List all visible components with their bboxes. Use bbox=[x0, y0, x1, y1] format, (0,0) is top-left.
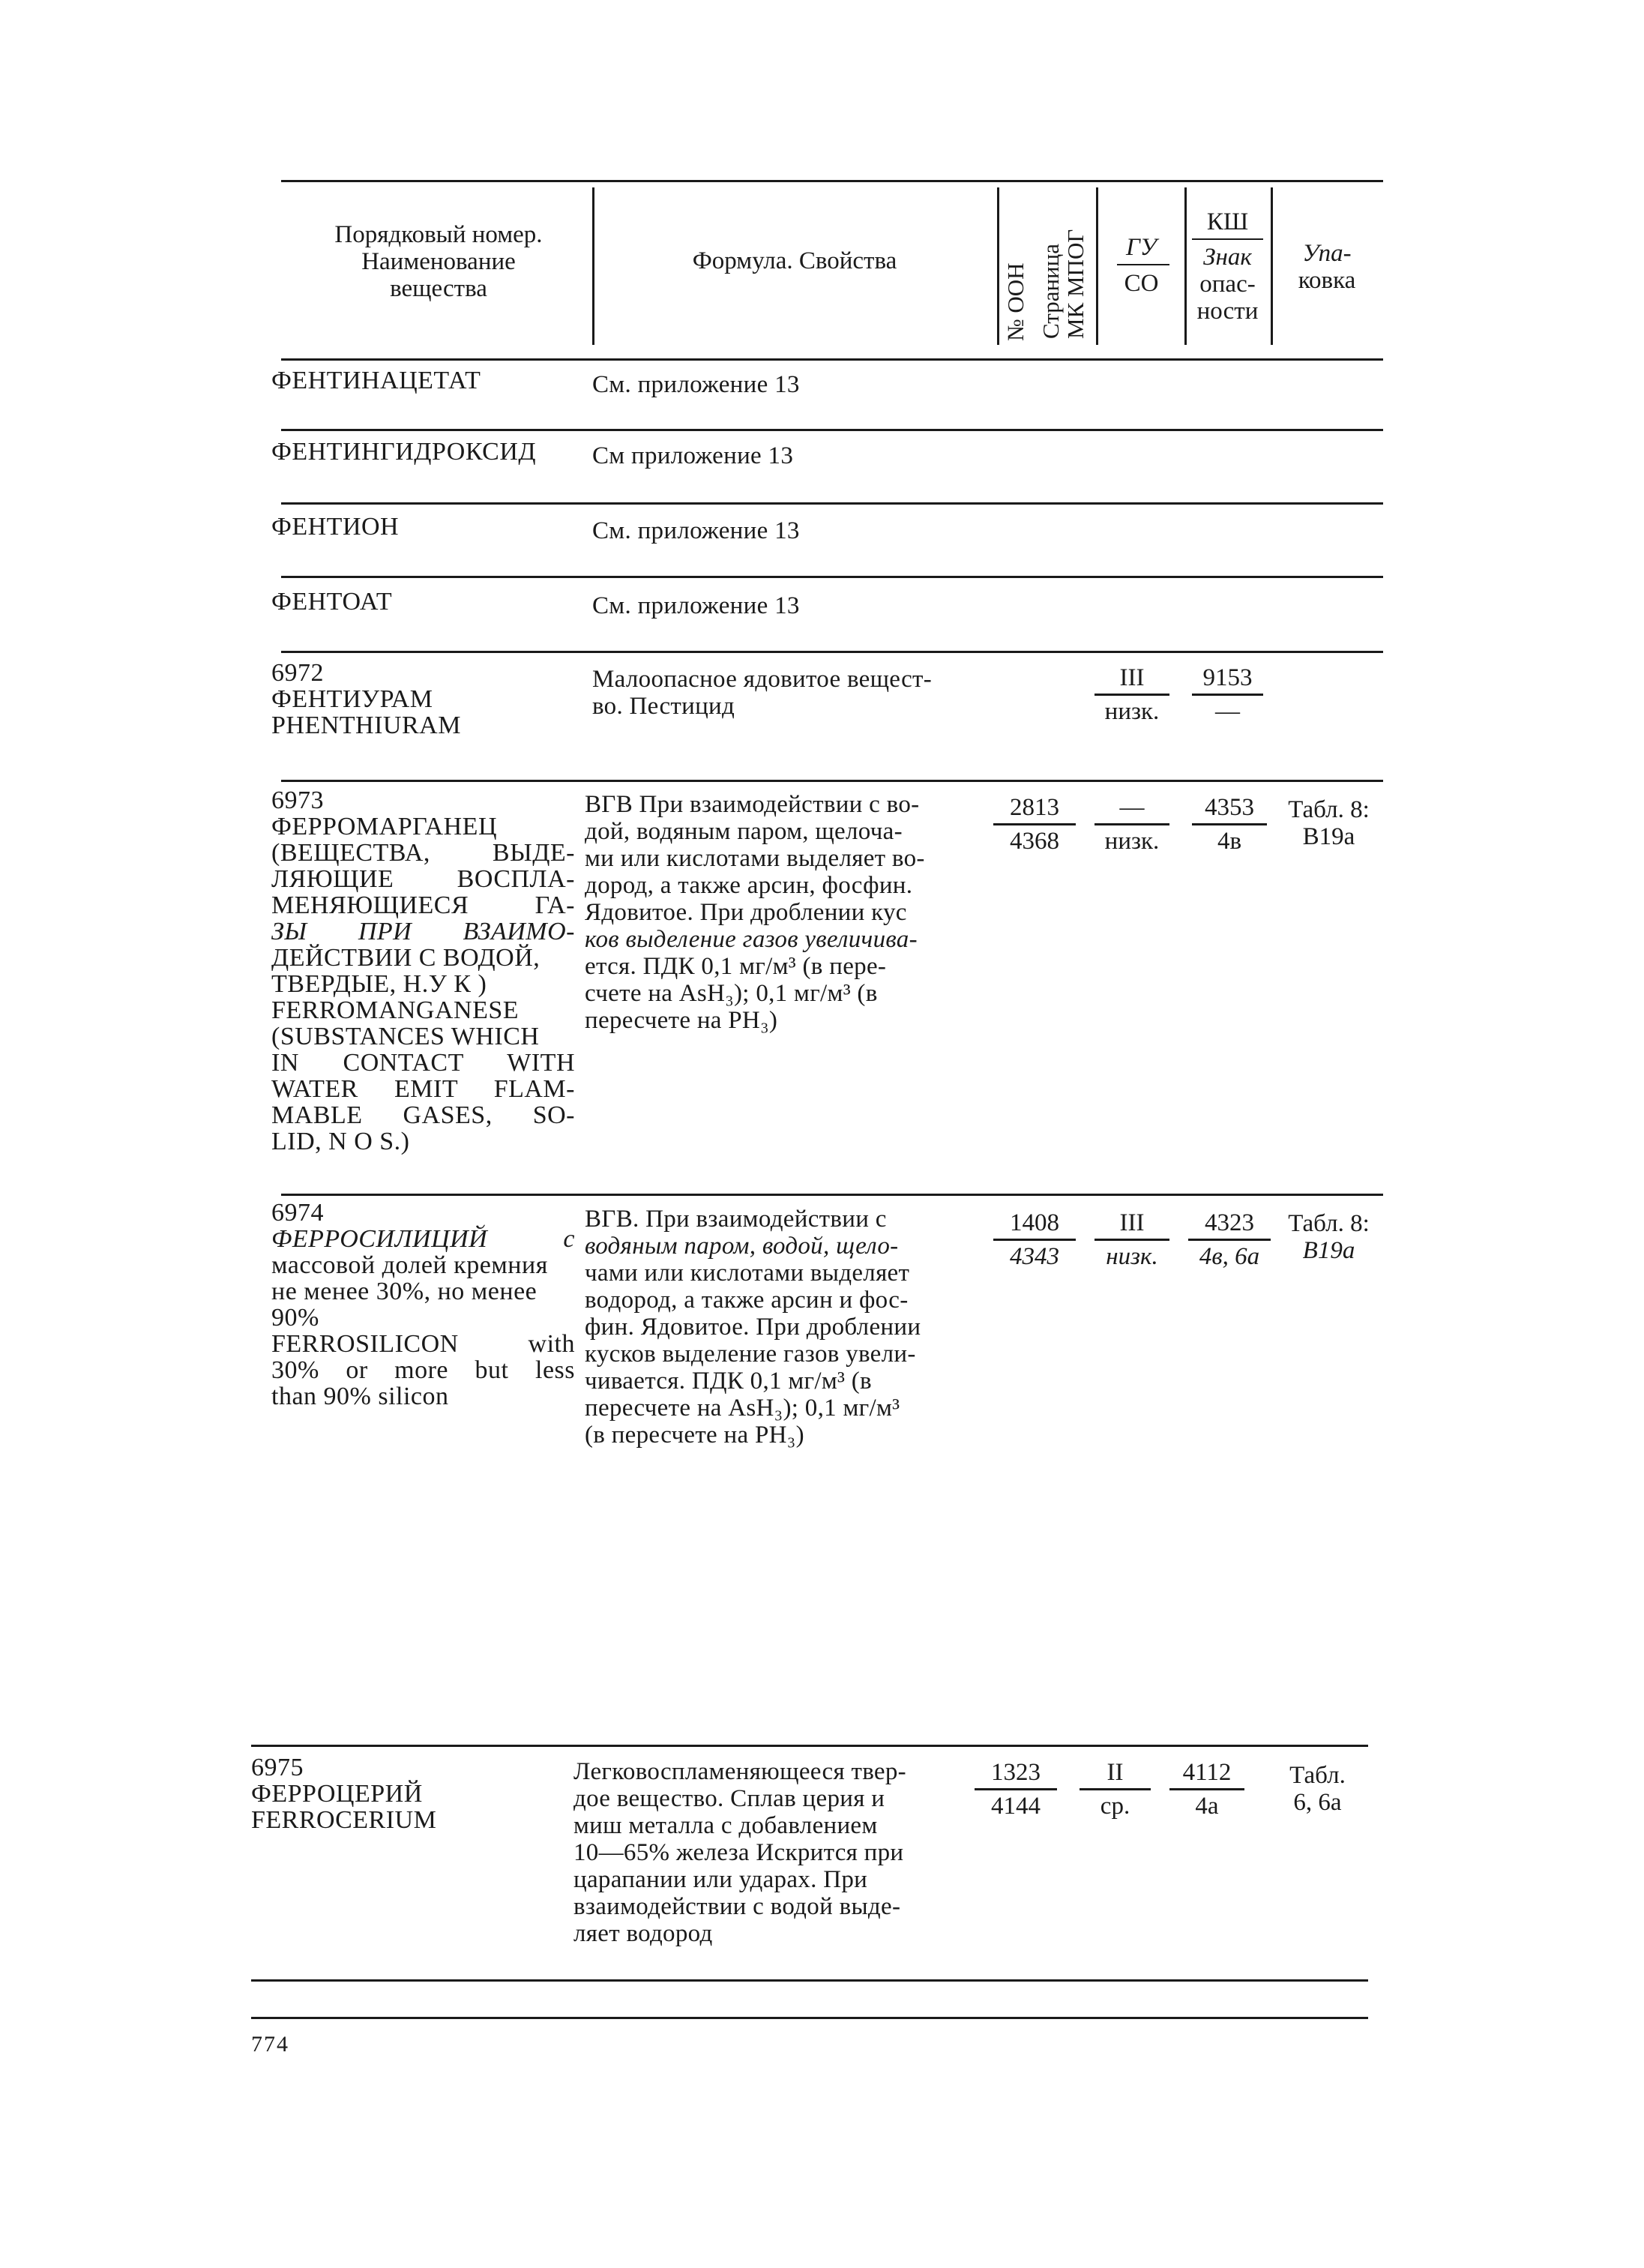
header-sign-line: опас- bbox=[1199, 271, 1256, 298]
entry-6974-text bbox=[585, 1206, 990, 1449]
page-number: 774 bbox=[251, 2032, 289, 2057]
text-line: дое вещество. Сплав церия и bbox=[573, 1785, 885, 1812]
co-value: ср. bbox=[1100, 1793, 1130, 1820]
pack-line: Табл. 8: bbox=[1288, 1210, 1370, 1237]
name-line: 30% or more but less bbox=[271, 1356, 575, 1384]
row-name: ФЕНТИНАЦЕТАТ bbox=[271, 367, 481, 394]
entry-6973-un-page bbox=[993, 793, 1076, 855]
row-rule bbox=[281, 780, 1383, 782]
header-name-column bbox=[296, 221, 581, 302]
name-line: FERROCERIUM bbox=[251, 1806, 437, 1834]
entry-6975-ksh-sign bbox=[1169, 1758, 1244, 1820]
text-line: Малоопасное ядовитое вещест- bbox=[592, 666, 933, 693]
entry-6973-text bbox=[585, 791, 990, 1034]
header-gu: ГУ bbox=[1126, 234, 1157, 261]
name-line: массовой долей кремния bbox=[271, 1251, 548, 1279]
co-value: низк. bbox=[1104, 698, 1160, 725]
name-line: ФЕРРОЦЕРИЙ bbox=[251, 1780, 423, 1808]
col-divider bbox=[592, 187, 594, 345]
col-divider bbox=[997, 187, 999, 345]
name-line: 6974 bbox=[271, 1199, 324, 1227]
text-line: Легковоспламеняющееся твер- bbox=[573, 1758, 906, 1785]
row-name: ФЕНТИНГИДРОКСИД bbox=[271, 438, 537, 466]
name-line: ФЕРРОМАРГАНЕЦ bbox=[271, 813, 497, 840]
ksh-value: 4353 bbox=[1192, 793, 1267, 825]
text-line: чами или кислотами выделяет bbox=[585, 1260, 910, 1287]
entry-6975-un-page bbox=[975, 1758, 1057, 1820]
pack-line: B19a bbox=[1302, 1237, 1355, 1264]
ksh-value: 4112 bbox=[1169, 1758, 1244, 1790]
entry-6974-un-page bbox=[993, 1209, 1076, 1271]
text-line: пересчете на PH₃) bbox=[585, 1007, 778, 1034]
name-line: (SUBSTANCES WHICH bbox=[271, 1023, 540, 1050]
row-rule bbox=[281, 429, 1383, 431]
header-ksh: КШ bbox=[1206, 208, 1249, 235]
name-line: ТВЕРДЫЕ, Н.У К ) bbox=[271, 970, 487, 998]
text-line: ВГВ При взаимодействии с во- bbox=[585, 791, 920, 818]
entry-6975-name bbox=[251, 1754, 551, 1833]
text-line: во. Пестицид bbox=[592, 693, 735, 720]
header-co: СО bbox=[1124, 270, 1159, 297]
text-line: ВГВ. При взаимодействии с bbox=[585, 1206, 887, 1233]
entry-6975-text bbox=[573, 1758, 982, 1947]
header-formula-column: Формула. Свойства bbox=[692, 247, 897, 274]
header-name-line: Порядковый номер. bbox=[334, 221, 543, 248]
bottom-rule bbox=[251, 2017, 1368, 2019]
header-sign-line: Знак bbox=[1203, 244, 1252, 271]
entry-6972-name bbox=[271, 660, 571, 739]
pack-line: 6, 6а bbox=[1293, 1789, 1342, 1816]
header-pack-line: Упа- bbox=[1302, 240, 1352, 267]
entry-6974-pack bbox=[1274, 1210, 1383, 1264]
name-line: WATER EMIT FLAM- bbox=[271, 1075, 575, 1103]
name-line: (ВЕЩЕСТВА, ВЫДЕ- bbox=[271, 839, 575, 867]
text-line: (в пересчете на PH₃) bbox=[585, 1422, 804, 1449]
text-line: 10—65% железа Искрится при bbox=[573, 1839, 904, 1866]
text-line: счете на AsH₃); 0,1 мг/м³ (в bbox=[585, 980, 878, 1007]
entry-6972-gu-co bbox=[1095, 664, 1169, 726]
name-line: 6975 bbox=[251, 1754, 304, 1781]
name-line: ЛЯЮЩИЕ ВОСПЛА- bbox=[271, 865, 575, 893]
un-number: 2813 bbox=[993, 793, 1076, 825]
ksh-value: 9153 bbox=[1192, 664, 1263, 696]
text-line: миш металла с добавлением bbox=[573, 1812, 878, 1839]
text-line: Ядовитое. При дроблении кус bbox=[585, 899, 907, 926]
name-line: ЗЫ ПРИ ВЗАИМО- bbox=[271, 918, 575, 945]
name-line: ФЕНТИУРАМ bbox=[271, 685, 433, 713]
entry-6975-pack bbox=[1267, 1762, 1368, 1816]
text-line: кусков выделение газов увели- bbox=[585, 1341, 916, 1368]
entry-6974-name bbox=[271, 1200, 575, 1410]
text-line: дой, водяным паром, щелоча- bbox=[585, 818, 903, 845]
name-line: 90% bbox=[271, 1304, 319, 1332]
sign-value: 4в bbox=[1217, 828, 1242, 855]
text-line: ков выделение газов увеличива- bbox=[585, 926, 918, 953]
col-divider bbox=[1184, 187, 1187, 345]
name-line: 6972 bbox=[271, 659, 324, 687]
sign-value: 4в, 6а bbox=[1199, 1243, 1260, 1270]
entry-6973-pack bbox=[1274, 796, 1383, 850]
header-name-line: Наименование bbox=[361, 248, 516, 275]
name-line: МЕНЯЮЩИЕСЯ ГА- bbox=[271, 891, 575, 919]
row-rule bbox=[251, 1745, 1368, 1747]
entry-6972-text bbox=[592, 666, 997, 720]
text-line: пересчете на AsH₃); 0,1 мг/м³ bbox=[585, 1395, 900, 1422]
gu-value: — bbox=[1095, 793, 1169, 825]
header-pack-line: ковка bbox=[1298, 267, 1356, 294]
text-line: фин. Ядовитое. При дроблении bbox=[585, 1314, 921, 1341]
pack-line: B19a bbox=[1302, 823, 1355, 850]
ksh-value: 4323 bbox=[1188, 1209, 1271, 1241]
name-line: LID, N O S.) bbox=[271, 1128, 410, 1155]
header-page-column-line2: МК МПОГ bbox=[1062, 229, 1089, 339]
text-line: водяным паром, водой, щело- bbox=[585, 1233, 899, 1260]
text-line: ляет водород bbox=[573, 1920, 713, 1947]
entry-6973-ksh-sign bbox=[1192, 793, 1267, 855]
text-line: ми или кислотами выделяет во- bbox=[585, 845, 925, 872]
text-line: дород, а также арсин, фосфин. bbox=[585, 872, 913, 899]
sign-value: 4а bbox=[1195, 1793, 1219, 1820]
name-line: FERROMANGANESE bbox=[271, 996, 520, 1024]
row-name: ФЕНТИОН bbox=[271, 513, 400, 541]
page-number-ref: 4144 bbox=[991, 1793, 1041, 1820]
row-rule bbox=[281, 651, 1383, 653]
header-sign-column bbox=[1188, 244, 1267, 325]
row-text: См. приложение 13 bbox=[592, 371, 800, 398]
header-bottom-rule bbox=[281, 358, 1383, 361]
text-line: взаимодействии с водой выде- bbox=[573, 1893, 901, 1920]
entry-6972-ksh-sign bbox=[1192, 664, 1263, 726]
name-line: PHENTHIURAM bbox=[271, 712, 461, 739]
header-page-column-line1: Страница bbox=[1038, 244, 1064, 339]
text-line: водород, а также арсин и фос- bbox=[585, 1287, 909, 1314]
name-line: не менее 30%, но менее bbox=[271, 1278, 538, 1305]
name-line: ФЕРРОСИЛИЦИЙ с bbox=[271, 1225, 575, 1253]
row-rule bbox=[281, 1194, 1383, 1196]
col-divider bbox=[1096, 187, 1098, 345]
un-number: 1408 bbox=[993, 1209, 1076, 1241]
row-rule bbox=[281, 502, 1383, 505]
sign-value: — bbox=[1215, 698, 1240, 725]
entry-6974-gu-co bbox=[1095, 1209, 1169, 1271]
entry-6975-gu-co bbox=[1080, 1758, 1151, 1820]
co-value: низк. bbox=[1106, 1243, 1158, 1270]
name-line: ДЕЙСТВИИ С ВОДОЙ, bbox=[271, 944, 541, 972]
header-top-rule bbox=[281, 180, 1383, 182]
row-name: ФЕНТОАТ bbox=[271, 588, 393, 616]
col-divider bbox=[1271, 187, 1273, 345]
row-text: См. приложение 13 bbox=[592, 592, 800, 619]
un-number: 1323 bbox=[975, 1758, 1057, 1790]
name-line: than 90% silicon bbox=[271, 1383, 449, 1410]
row-rule bbox=[281, 576, 1383, 578]
name-line: FERROSILICON with bbox=[271, 1330, 575, 1358]
co-value: низк. bbox=[1104, 828, 1160, 855]
entry-6974-ksh-sign bbox=[1188, 1209, 1271, 1271]
page-number-ref: 4368 bbox=[1010, 828, 1059, 855]
gu-value: III bbox=[1095, 1209, 1169, 1241]
entry-6973-name bbox=[271, 787, 575, 1155]
name-line: 6973 bbox=[271, 786, 324, 814]
gu-value: II bbox=[1080, 1758, 1151, 1790]
text-line: царапании или ударах. При bbox=[573, 1866, 868, 1893]
row-text: См приложение 13 bbox=[592, 442, 794, 469]
row-rule bbox=[251, 1979, 1368, 1982]
header-name-line: вещества bbox=[390, 275, 487, 302]
header-un-column: № ООН bbox=[1002, 262, 1029, 341]
header-pack-column bbox=[1274, 240, 1379, 294]
page-number-ref: 4343 bbox=[1010, 1243, 1059, 1270]
text-line: чивается. ПДК 0,1 мг/м³ (в bbox=[585, 1368, 872, 1395]
text-line: ется. ПДК 0,1 мг/м³ (в пере- bbox=[585, 953, 887, 980]
entry-6973-gu-co bbox=[1095, 793, 1169, 855]
header-ksh-divider bbox=[1192, 238, 1263, 240]
name-line: MABLE GASES, SO- bbox=[271, 1101, 575, 1129]
pack-line: Табл. 8: bbox=[1288, 796, 1370, 823]
header-gu-divider bbox=[1117, 264, 1169, 265]
row-text: См. приложение 13 bbox=[592, 517, 800, 544]
pack-line: Табл. bbox=[1289, 1762, 1346, 1789]
gu-value: III bbox=[1095, 664, 1169, 696]
header-sign-line: ности bbox=[1196, 298, 1259, 325]
name-line: IN CONTACT WITH bbox=[271, 1049, 575, 1077]
